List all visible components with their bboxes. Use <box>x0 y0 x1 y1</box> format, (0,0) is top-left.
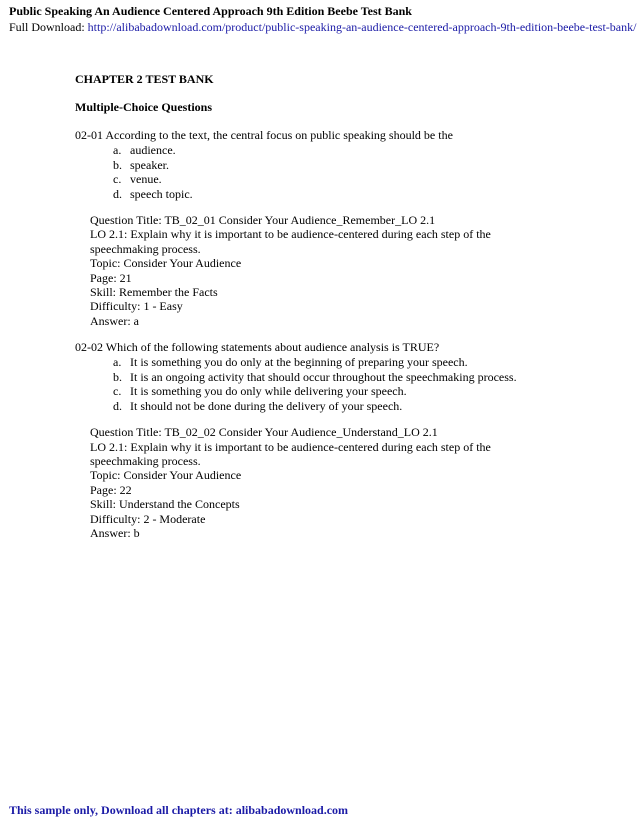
option-d <box>75 399 595 414</box>
page-line: Page: 21 <box>90 270 132 285</box>
skill-line: Skill: Understand the Concepts <box>90 497 240 512</box>
option-text: venue. <box>130 172 162 186</box>
section-title: Multiple-Choice Questions <box>75 100 212 114</box>
document-title: Public Speaking An Audience Centered Approach 9th Edition Beebe Test Bank <box>9 4 412 18</box>
chapter-title: CHAPTER 2 TEST BANK <box>75 72 214 86</box>
option-text: It should not be done during the delivery of your speech. <box>130 398 403 413</box>
option-a <box>75 143 595 158</box>
download-label: Full Download: <box>9 20 88 34</box>
test-bank-content <box>75 72 595 541</box>
option-text: audience. <box>130 143 176 157</box>
page-line: Page: 22 <box>90 482 132 497</box>
option-letter: b. <box>113 157 122 172</box>
question-stem: 02-02 Which of the following statements about audience analysis is TRUE? <box>75 340 440 355</box>
difficulty-line: Difficulty: 1 - Easy <box>90 299 183 314</box>
difficulty-line: Difficulty: 2 - Moderate <box>90 511 206 526</box>
option-letter: a. <box>113 143 122 157</box>
question-metadata <box>90 213 550 328</box>
topic-line: Topic: Consider Your Audience <box>90 468 242 483</box>
option-letter: c. <box>113 172 122 186</box>
option-letter: d. <box>113 398 122 413</box>
option-letter: a. <box>113 355 122 370</box>
question-02-01 <box>75 128 595 328</box>
option-letter: d. <box>113 186 122 201</box>
question-metadata <box>90 425 550 540</box>
answer-line: Answer: a <box>90 313 139 328</box>
option-c <box>75 172 595 187</box>
option-letter: c. <box>113 384 122 399</box>
option-text: It is something you do only while delivering your speech. <box>130 384 407 399</box>
question-title-line: Question Title: TB_02_02 Consider Your Audience_Understand_LO 2.1 <box>90 425 438 440</box>
answer-line: Answer: b <box>90 526 140 541</box>
option-d <box>75 187 595 202</box>
option-letter: b. <box>113 369 122 384</box>
page-header <box>9 3 637 35</box>
skill-line: Skill: Remember the Facts <box>90 285 218 300</box>
download-link[interactable]: http://alibabadownload.com/product/public-speaking-an-audience-centered-approach-9th-edition-beebe-test-bank/ <box>87 20 637 34</box>
topic-line: Topic: Consider Your Audience <box>90 256 242 271</box>
question-stem: 02-01 According to the text, the central focus on public speaking should be the <box>75 128 453 142</box>
learning-objective-line: LO 2.1: Explain why it is important to be audience-centered during each step of the speechmaking process. <box>90 439 491 469</box>
question-02-02 <box>75 340 595 540</box>
option-text: speech topic. <box>130 186 193 201</box>
option-text: It is something you do only at the beginning of preparing your speech. <box>130 355 468 370</box>
answer-options <box>75 355 595 413</box>
option-b <box>75 370 595 385</box>
option-text: speaker. <box>130 157 169 172</box>
footer-notice[interactable]: This sample only, Download all chapters at: alibabadownload.com <box>9 803 349 817</box>
download-line <box>9 19 637 35</box>
option-text: It is an ongoing activity that should occur throughout the speechmaking process. <box>130 369 517 384</box>
option-b <box>75 158 595 173</box>
answer-options <box>75 143 595 201</box>
learning-objective-line: LO 2.1: Explain why it is important to be audience-centered during each step of the speechmaking process. <box>90 227 491 256</box>
option-c <box>75 384 595 399</box>
question-title-line: Question Title: TB_02_01 Consider Your Audience_Remember_LO 2.1 <box>90 213 436 227</box>
option-a <box>75 355 595 370</box>
